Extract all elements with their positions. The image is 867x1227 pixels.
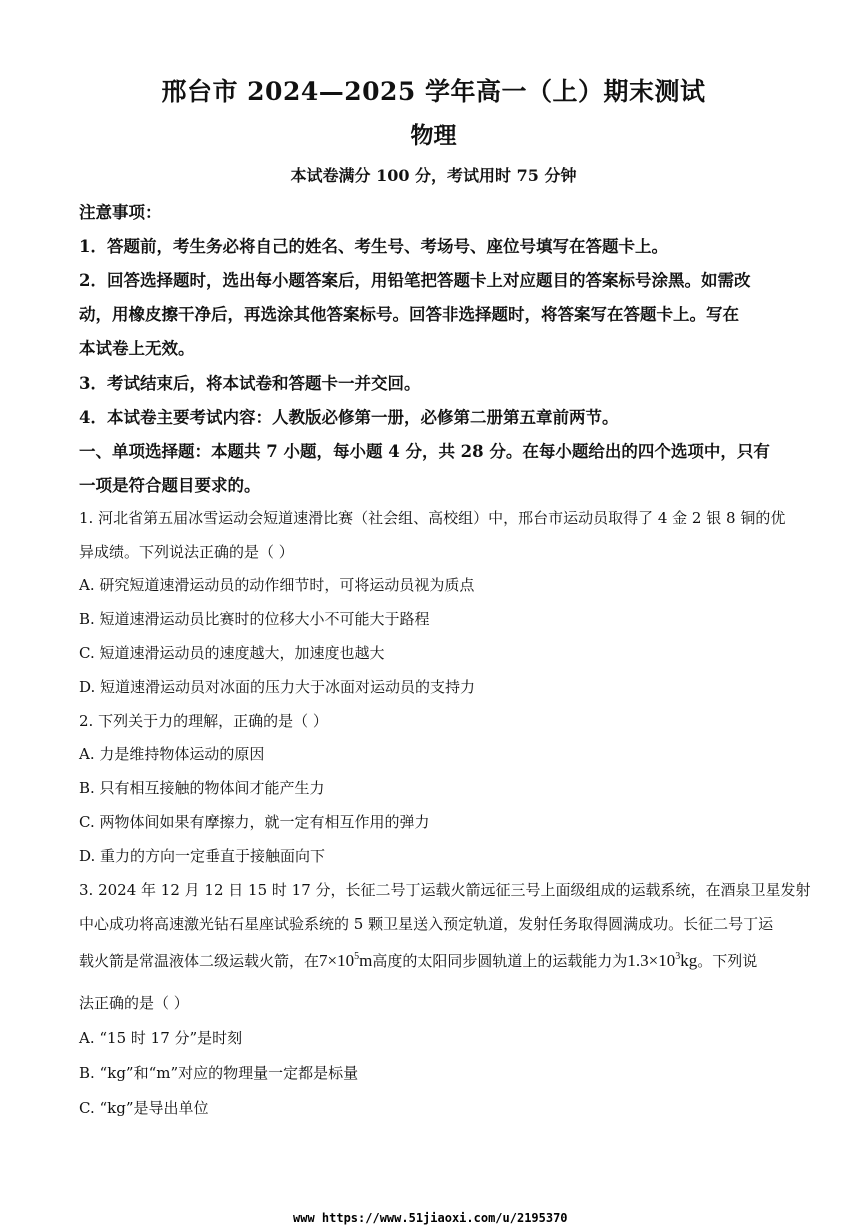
footer-watermark-link[interactable]: www https://www.51jiaoxi.com/u/2195370 (293, 1211, 568, 1225)
capacity-unit: kg (680, 951, 698, 970)
q2-option-c: C. 两物体间如果有摩擦力，就一定有相互作用的弹力 (79, 813, 430, 831)
q1-option-c: C. 短道速滑运动员的速度越大，加速度也越大 (79, 644, 385, 662)
page-title: 邢台市 2024—2025 学年高一（上）期末测试 (161, 77, 706, 106)
q3-stem-line-2: 中心成功将高速激光钻石星座试验系统的 5 颗卫星送入预定轨道，发射任务取得圆满成功。长征二号丁运 (79, 915, 774, 933)
height-exponent: 5 (354, 951, 360, 962)
q3-option-b: B. “kg”和“m”对应的物理量一定都是标量 (79, 1064, 359, 1082)
q3-text-c: 。下列说 (697, 952, 758, 970)
q3-stem-line-4: 法正确的是（ ） (79, 994, 189, 1012)
subject-title: 物理 (410, 122, 457, 149)
score-info: 本试卷满分 100 分，考试用时 75 分钟 (290, 166, 577, 185)
notice-item-3: 3．考试结束后，将本试卷和答题卡一并交回。 (79, 374, 421, 393)
q3-text-a: 载火箭是常温液体二级运载火箭，在 (79, 952, 320, 970)
notice-item-2-line-2: 动，用橡皮擦干净后，再选涂其他答案标号。回答非选择题时，将答案写在答题卡上。写在 (79, 305, 739, 324)
q1-option-a: A. 研究短道速滑运动员的动作细节时，可将运动员视为质点 (79, 576, 475, 594)
capacity-exponent: 3 (675, 951, 681, 962)
q1-stem-line-1: 1. 河北省第五届冰雪运动会短道速滑比赛（社会组、高校组）中，邢台市运动员取得了 4 金 2 银 8 铜的优 (79, 509, 786, 527)
section-heading-line-1: 一、单项选择题：本题共 7 小题，每小题 4 分，共 28 分。在每小题给出的四个选项中，只有 (79, 442, 770, 461)
q1-stem-line-2: 异成绩。下列说法正确的是（ ） (79, 543, 294, 561)
section-heading-line-2: 一项是符合题目要求的。 (79, 476, 261, 495)
q3-option-a: A. “15 时 17 分”是时刻 (79, 1029, 243, 1047)
height-formula (319, 951, 372, 970)
q3-stem-line-3 (79, 950, 791, 971)
notice-heading: 注意事项： (79, 203, 162, 222)
height-unit: m (359, 951, 373, 970)
q2-option-d: D. 重力的方向一定垂直于接触面向下 (79, 847, 326, 865)
q3-stem-line-1: 3. 2024 年 12 月 12 日 15 时 17 分，长征二号丁运载火箭远征三号上面级组成的运载系统，在酒泉卫星发射 (79, 881, 811, 899)
notice-item-1: 1．答题前，考生务必将自己的姓名、考生号、考场号、座位号填写在答题卡上。 (79, 237, 668, 256)
notice-item-4: 4．本试卷主要考试内容：人教版必修第一册，必修第二册第五章前两节。 (79, 408, 619, 427)
q3-option-c: C. “kg”是导出单位 (79, 1099, 209, 1117)
q2-option-b: B. 只有相互接触的物体间才能产生力 (79, 779, 325, 797)
capacity-formula (627, 951, 697, 970)
notice-item-2-line-3: 本试卷上无效。 (79, 339, 195, 358)
capacity-base: 1.3×10 (627, 951, 676, 970)
q2-stem: 2. 下列关于力的理解，正确的是（ ） (79, 712, 328, 730)
q1-option-d: D. 短道速滑运动员对冰面的压力大于冰面对运动员的支持力 (79, 678, 476, 696)
q2-option-a: A. 力是维持物体运动的原因 (79, 745, 265, 763)
q1-option-b: B. 短道速滑运动员比赛时的位移大小不可能大于路程 (79, 610, 430, 628)
q3-text-b: 高度的太阳同步圆轨道上的运载能力为 (372, 952, 628, 970)
notice-item-2-line-1: 2．回答选择题时，选出每小题答案后，用铅笔把答题卡上对应题目的答案标号涂黑。如需改 (79, 271, 751, 290)
height-base: 7×10 (319, 951, 355, 970)
